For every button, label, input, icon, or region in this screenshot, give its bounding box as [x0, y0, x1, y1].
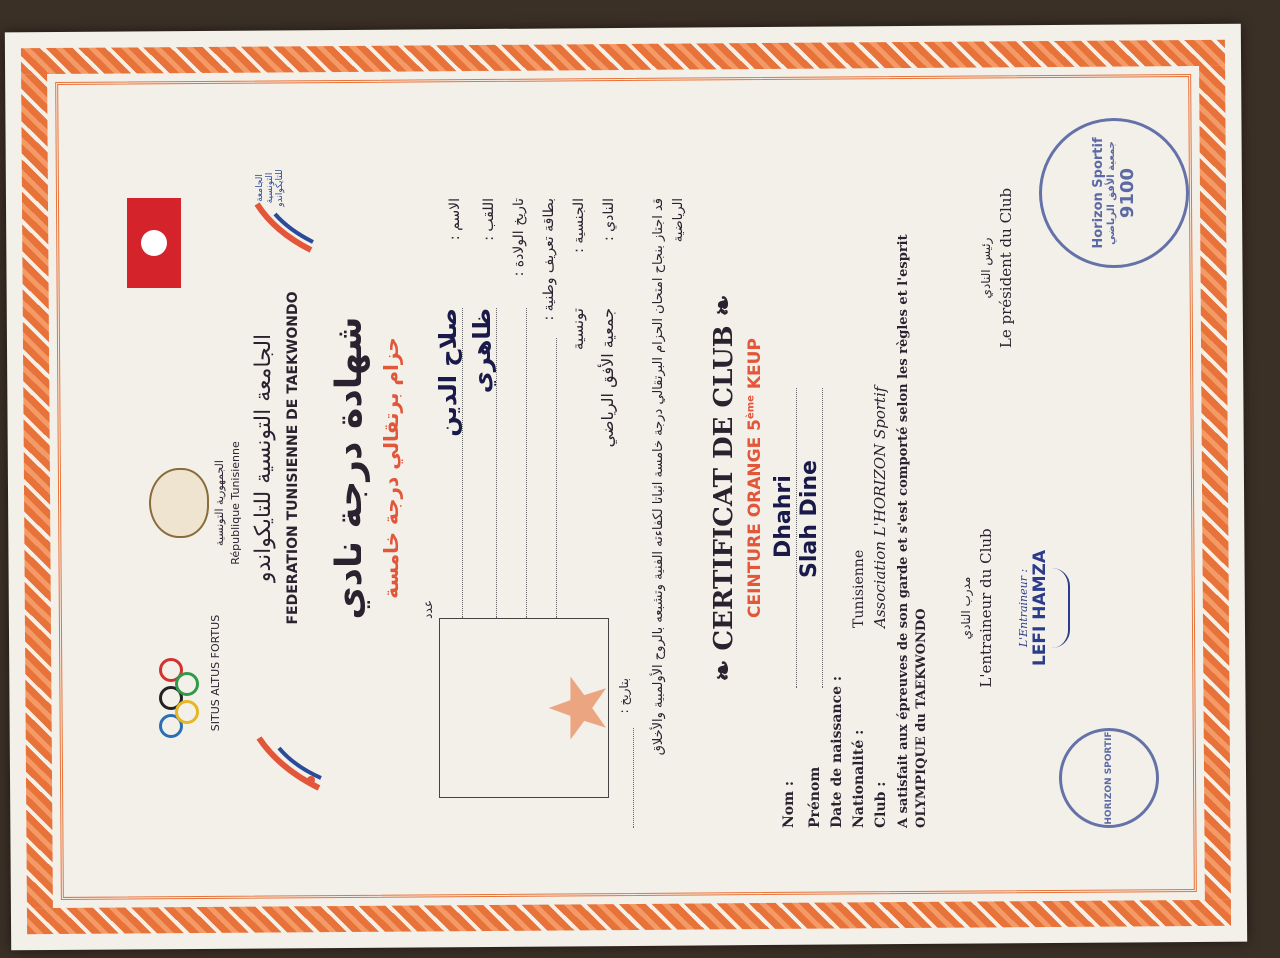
- ar-field-surname: اللقب : ظاهري: [463, 198, 497, 618]
- arabic-date-label: بتاريخ :: [617, 678, 631, 714]
- coach-signature-name: LEFI HAMZA: [1030, 549, 1050, 667]
- tunisian-flag: [127, 198, 181, 288]
- federation-logo-right-icon: [249, 168, 329, 258]
- fr-field-birthdate: Date de naissance :: [829, 675, 845, 828]
- republic-ar: الجمهورية التونسية: [213, 460, 226, 546]
- french-title: [709, 208, 739, 768]
- logo-caption: الجامعة التونسية للتايكواندو: [255, 169, 285, 207]
- ornament-right-icon: ❧: [709, 294, 739, 317]
- fr-field-nationality: Nationalité : Tunisienne: [851, 549, 867, 828]
- motto: SITUS ALTUS FORTUS: [209, 614, 222, 732]
- fr-field-club: Club : Association L'HORIZON Sportif: [871, 386, 889, 828]
- coach-signature-scribble-icon: [1052, 568, 1070, 648]
- number-label: عدد: [421, 600, 435, 619]
- emblem-icon: [149, 468, 209, 538]
- belt-level: CEINTURE ORANGE 5ème KEUP: [745, 338, 765, 618]
- arabic-title: شهادة درجة نادي: [329, 316, 370, 620]
- coach-signature-block: [959, 488, 1159, 728]
- coach-title-fr: L'entraineur du Club: [977, 528, 995, 688]
- ornament-left-icon: ❧: [709, 659, 739, 682]
- federation-logo-left-icon: [249, 728, 329, 798]
- ar-field-name: الاسم : صلاح الدين: [429, 198, 463, 618]
- coach-signature-title: L'Entraineur :: [1017, 568, 1030, 648]
- ar-field-birthdate: تاريخ الولادة :: [497, 198, 527, 618]
- french-statement-line1: A satisfait aux épreuves de son garde et s'est comporté selon les règles et l'esprit: [896, 234, 911, 828]
- republic-fr: République Tunisienne: [229, 441, 242, 565]
- french-fields: [771, 108, 889, 828]
- coach-stamp: HORIZON SPORTIF: [1059, 728, 1159, 828]
- flag-crescent-icon: [141, 230, 167, 256]
- coach-title-ar: مدرب النادي: [959, 576, 973, 640]
- arabic-subtitle: حزام برتقالي درجة خامسة: [379, 337, 403, 599]
- certificate-content: [29, 50, 1209, 908]
- president-signature-block: [979, 168, 1015, 368]
- french-statement: [895, 108, 931, 828]
- club-stamp: Horizon Sportif جمعية الأفق الرياضي 9100: [1039, 118, 1189, 268]
- president-title-ar: رئيس النادي: [979, 237, 993, 299]
- ar-field-id-card: بطاقة تعريف وطنية :: [527, 198, 557, 618]
- arabic-date-line: [633, 728, 634, 828]
- ar-field-club: النادي : جمعية الأفق الرياضي: [598, 198, 617, 448]
- president-title-fr: Le président du Club: [997, 187, 1015, 349]
- arabic-statement: قد اجتاز بنجاح امتحان الحزام البرتقالي درجة خامسة اثباتا لكفاءته الفنية وتشبعه بالروح الأولمبية والأخلاق الرياضية: [651, 198, 686, 756]
- french-statement-line2: OLYMPIQUE du TAEKWONDO: [914, 608, 929, 828]
- fr-field-nom: Nom : Dhahri: [771, 108, 797, 828]
- photo-box: [439, 618, 609, 798]
- federation-fr: FEDERATION TUNISIENNE DE TAEKWONDO: [285, 291, 301, 625]
- arabic-fields: [429, 198, 617, 618]
- french-title-text: CERTIFICAT DE CLUB: [709, 325, 739, 651]
- fr-field-prenom: Prénom Slah Dine: [797, 108, 823, 828]
- federation-ar: الجامعة التونسية للتايكواندو: [251, 333, 276, 583]
- ar-field-nationality: الجنسية : تونسية: [569, 198, 587, 351]
